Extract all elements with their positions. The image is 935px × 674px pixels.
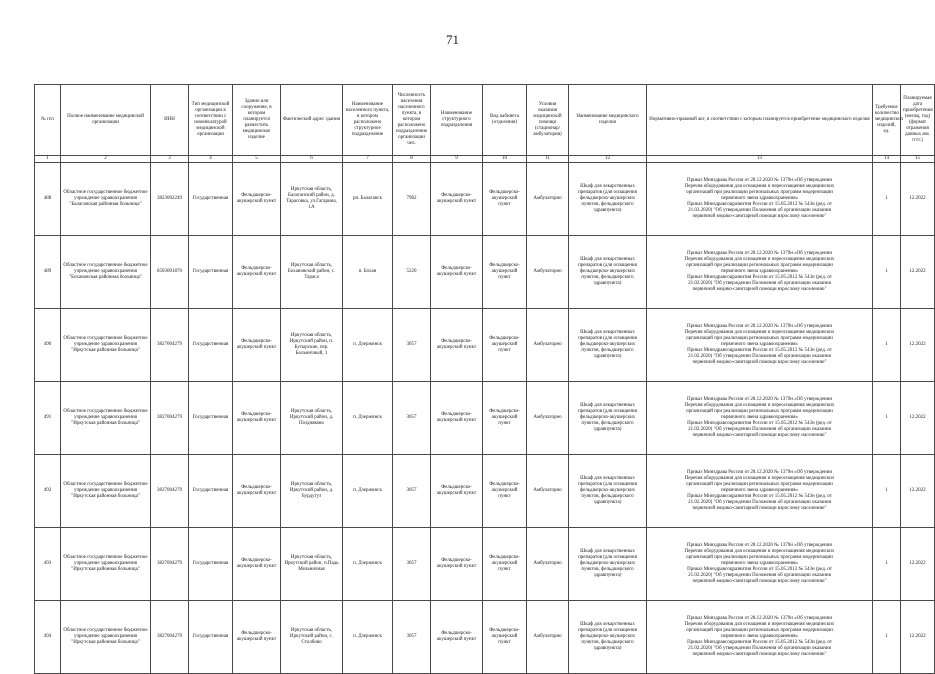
- building-type: Фельдшерско-акушерский пункт: [233, 309, 281, 382]
- building-type: Фельдшерско-акушерский пункт: [233, 163, 281, 236]
- purchase-date: 12.2022: [901, 455, 935, 528]
- population-value: 3057: [393, 601, 431, 674]
- settlement-name: п. Дзержинск: [343, 601, 393, 674]
- regulatory-act-line: организаций при реализации региональных программ модернизации: [686, 628, 833, 633]
- header-cell: Здание или сооружение, в котором планируется разместить медицинское изделие: [233, 85, 281, 156]
- required-quantity: 1: [873, 528, 901, 601]
- column-number: 14: [873, 156, 901, 163]
- regulatory-act-line: Перечня оборудования для оснащения и переоснащения медицинских: [684, 403, 835, 408]
- table-row: [35, 163, 935, 236]
- cabinet-type: Фельдшерско-акушерский пункт: [483, 528, 527, 601]
- regulatory-act-line: Приказ Минздрава России от 28.12.2020 № 1379н «Об утверждении: [686, 470, 833, 475]
- regulatory-act-line: первичной медико-санитарной помощи взрослому населению": [692, 433, 827, 438]
- header-cell: Планируемая дата приобретения (месяц, год) (формат отражения данных мм. гггг.): [901, 85, 935, 156]
- table-row: [35, 601, 935, 674]
- column-number: 1: [35, 156, 61, 163]
- cabinet-type: Фельдшерско-акушерский пункт: [483, 309, 527, 382]
- column-number: 12: [569, 156, 647, 163]
- device-name: Шкаф для лекарственных препаратов (для оснащения фельдшерско-акушерских пунктов, фельдшерского здравпункта): [569, 528, 647, 601]
- column-number: 6: [281, 156, 343, 163]
- regulatory-act-line: первичной медико-санитарной помощи взрослому населению": [692, 287, 827, 292]
- organization-name: Областное государственное бюджетное учреждение здравоохранения "Иркутская районная больница": [61, 309, 151, 382]
- regulatory-act-line: первичной медико-санитарной помощи взрослому населению": [692, 506, 827, 511]
- regulatory-act-line: Приказ Минздравсоцразвития России от 15.05.2012 № 543н (ред. от: [687, 421, 832, 426]
- building-type: Фельдшерско-акушерский пункт: [233, 601, 281, 674]
- regulatory-act: [647, 382, 873, 455]
- building-type: Фельдшерско-акушерский пункт: [233, 528, 281, 601]
- population-value: 5220: [393, 236, 431, 309]
- regulatory-act-line: первичного звена здравоохранения»: [720, 488, 799, 493]
- device-name: Шкаф для лекарственных препаратов (для оснащения фельдшерско-акушерских пунктов, фельдшерского здравпункта): [569, 163, 647, 236]
- organization-name: Областное государственное бюджетное учреждение здравоохранения "Иркутская районная больница": [61, 382, 151, 455]
- regulatory-act-line: Приказ Минздравсоцразвития России от 15.05.2012 № 543н (ред. от: [687, 275, 832, 280]
- cabinet-type: Фельдшерско-акушерский пункт: [483, 601, 527, 674]
- regulatory-act-line: Перечня оборудования для оснащения и переоснащения медицинских: [684, 184, 835, 189]
- building-address: Иркутская область, Балаганский район, д. Тарасовка, ул.Гагарина, 1А: [281, 163, 343, 236]
- regulatory-act-line: организаций при реализации региональных программ модернизации: [686, 482, 833, 487]
- row-number: 488: [35, 163, 61, 236]
- regulatory-act-line: первичного звена здравоохранения»: [720, 342, 799, 347]
- organization-type: Государственная: [189, 528, 233, 601]
- settlement-name: п. Дзержинск: [343, 382, 393, 455]
- division-name: Фельдшерско-акушерский пункт: [431, 236, 483, 309]
- purchase-date: 12.2022: [901, 309, 935, 382]
- settlement-name: п. Дзержинск: [343, 309, 393, 382]
- table-row: [35, 528, 935, 601]
- header-cell: Тип медицинской организации в соответствии с номенклатурой медицинской организации: [189, 85, 233, 156]
- regulatory-act-line: 21.02.2020) "Об утверждении Положения об организации оказания: [688, 573, 831, 578]
- column-number: 4: [189, 156, 233, 163]
- building-type: Фельдшерско-акушерский пункт: [233, 455, 281, 528]
- cabinet-type: Фельдшерско-акушерский пункт: [483, 163, 527, 236]
- regulatory-act-line: Приказ Минздрава России от 28.12.2020 № 1379н «Об утверждении: [686, 397, 833, 402]
- regulatory-act-line: 21.02.2020) "Об утверждении Положения об организации оказания: [688, 427, 831, 432]
- building-address: Иркутская область, Иркутский район, п. Бутырские, пер. Больничный, 1: [281, 309, 343, 382]
- regulatory-act: [647, 309, 873, 382]
- purchase-date: 12.2022: [901, 528, 935, 601]
- settlement-name: п. Дзержинск: [343, 455, 393, 528]
- division-name: Фельдшерско-акушерский пункт: [431, 601, 483, 674]
- settlement-name: п. Бохан: [343, 236, 393, 309]
- regulatory-act-line: первичного звена здравоохранения»: [720, 561, 799, 566]
- organization-type: Государственная: [189, 382, 233, 455]
- division-name: Фельдшерско-акушерский пункт: [431, 382, 483, 455]
- organization-type: Государственная: [189, 601, 233, 674]
- regulatory-act-line: Перечня оборудования для оснащения и переоснащения медицинских: [684, 622, 835, 627]
- regulatory-act-line: организаций при реализации региональных программ модернизации: [686, 336, 833, 341]
- inn-value: 3827004279: [151, 528, 189, 601]
- cabinet-type: Фельдшерско-акушерский пункт: [483, 382, 527, 455]
- table-row: [35, 382, 935, 455]
- regulatory-act-line: первичной медико-санитарной помощи взрослому населению": [692, 214, 827, 219]
- regulatory-act-line: Перечня оборудования для оснащения и переоснащения медицинских: [684, 476, 835, 481]
- building-type: Фельдшерско-акушерский пункт: [233, 236, 281, 309]
- inn-value: 3827004279: [151, 601, 189, 674]
- header-cell: Полное наименование медицинской организации: [61, 85, 151, 156]
- table-row: [35, 455, 935, 528]
- header-cell: Нормативно-правовой акт, в соответствии с которым планируется приобретение медицинского изделия: [647, 85, 873, 156]
- regulatory-act-line: Приказ Минздравсоцразвития России от 15.05.2012 № 543н (ред. от: [687, 202, 832, 207]
- regulatory-act-line: Приказ Минздрава России от 28.12.2020 № 1379н «Об утверждении: [686, 324, 833, 329]
- header-row: [35, 85, 935, 156]
- regulatory-act-line: организаций при реализации региональных программ модернизации: [686, 409, 833, 414]
- header-cell: Наименование медицинского изделия: [569, 85, 647, 156]
- table-row: [35, 309, 935, 382]
- settlement-name: п. Дзержинск: [343, 528, 393, 601]
- row-number: 491: [35, 382, 61, 455]
- purchase-date: 12.2022: [901, 236, 935, 309]
- device-name: Шкаф для лекарственных препаратов (для оснащения фельдшерско-акушерских пунктов, фельдшерского здравпункта): [569, 455, 647, 528]
- regulatory-act-line: Перечня оборудования для оснащения и переоснащения медицинских: [684, 257, 835, 262]
- regulatory-act-line: первичной медико-санитарной помощи взрослому населению": [692, 360, 827, 365]
- regulatory-act-line: первичного звена здравоохранения»: [720, 196, 799, 201]
- organization-name: Областное государственное бюджетное учреждение здравоохранения "Иркутская районная больница": [61, 601, 151, 674]
- regulatory-act-line: Перечня оборудования для оснащения и переоснащения медицинских: [684, 330, 835, 335]
- building-address: Иркутская область, Иркутский район, с. Столбово: [281, 601, 343, 674]
- inn-value: 3827004279: [151, 309, 189, 382]
- population-value: 3057: [393, 528, 431, 601]
- header-cell: ИНН: [151, 85, 189, 156]
- header-cell: Условия оказания медицинской помощи (стационар/амбулатория): [527, 85, 569, 156]
- organization-type: Государственная: [189, 455, 233, 528]
- device-name: Шкаф для лекарственных препаратов (для оснащения фельдшерско-акушерских пунктов, фельдшерского здравпункта): [569, 601, 647, 674]
- page-number: 71: [446, 32, 459, 47]
- row-number: 489: [35, 236, 61, 309]
- building-address: Иркутская область, Иркутский район, д. Бурдугуз: [281, 455, 343, 528]
- purchase-date: 12.2022: [901, 163, 935, 236]
- organization-name: Областное государственное бюджетное учреждение здравоохранения "Иркутская районная больница": [61, 455, 151, 528]
- organization-name: Областное государственное бюджетное учреждение здравоохранения "Иркутская районная больница": [61, 528, 151, 601]
- header-cell: Фактический адрес здания: [281, 85, 343, 156]
- building-address: Иркутская область, Иркутский район, п.Падь Мельничная: [281, 528, 343, 601]
- regulatory-act-line: 21.02.2020) "Об утверждении Положения об организации оказания: [688, 281, 831, 286]
- inn-value: 3827004279: [151, 382, 189, 455]
- column-number: 3: [151, 156, 189, 163]
- column-number: 10: [483, 156, 527, 163]
- division-name: Фельдшерско-акушерский пункт: [431, 163, 483, 236]
- header-cell: Численность населения населенного пункта, в котором расположено подразделение организации чел.: [393, 85, 431, 156]
- inn-value: 8503001870: [151, 236, 189, 309]
- inn-value: 3823002249: [151, 163, 189, 236]
- required-quantity: 1: [873, 236, 901, 309]
- division-name: Фельдшерско-акушерский пункт: [431, 309, 483, 382]
- column-number: 9: [431, 156, 483, 163]
- purchase-date: 12.2022: [901, 601, 935, 674]
- regulatory-act: [647, 528, 873, 601]
- device-name: Шкаф для лекарственных препаратов (для оснащения фельдшерско-акушерских пунктов, фельдшерского здравпункта): [569, 236, 647, 309]
- division-name: Фельдшерско-акушерский пункт: [431, 455, 483, 528]
- row-number: 492: [35, 455, 61, 528]
- regulatory-act-line: 21.02.2020) "Об утверждении Положения об организации оказания: [688, 208, 831, 213]
- purchase-date: 12.2022: [901, 382, 935, 455]
- population-value: 3057: [393, 455, 431, 528]
- regulatory-act-line: Приказ Минздравсоцразвития России от 15.05.2012 № 543н (ред. от: [687, 640, 832, 645]
- cabinet-type: Фельдшерско-акушерский пункт: [483, 236, 527, 309]
- building-type: Фельдшерско-акушерский пункт: [233, 382, 281, 455]
- header-cell: Наименование населенного пункта, в котором расположено структурное подразделение: [343, 85, 393, 156]
- regulatory-act-line: Перечня оборудования для оснащения и переоснащения медицинских: [684, 549, 835, 554]
- required-quantity: 1: [873, 309, 901, 382]
- population-value: 3057: [393, 309, 431, 382]
- regulatory-act-line: Приказ Минздравсоцразвития России от 15.05.2012 № 543н (ред. от: [687, 348, 832, 353]
- care-conditions: Амбулаторно: [527, 382, 569, 455]
- regulatory-act: [647, 163, 873, 236]
- required-quantity: 1: [873, 382, 901, 455]
- regulatory-act-line: Приказ Минздравсоцразвития России от 15.05.2012 № 543н (ред. от: [687, 567, 832, 572]
- regulatory-act: [647, 236, 873, 309]
- column-number: 13: [647, 156, 873, 163]
- care-conditions: Амбулаторно: [527, 528, 569, 601]
- table-body: [35, 163, 935, 674]
- column-number: 11: [527, 156, 569, 163]
- column-number: 2: [61, 156, 151, 163]
- care-conditions: Амбулаторно: [527, 236, 569, 309]
- regulatory-act-line: Приказ Минздрава России от 28.12.2020 № 1379н «Об утверждении: [686, 616, 833, 621]
- required-quantity: 1: [873, 455, 901, 528]
- regulatory-act-line: организаций при реализации региональных программ модернизации: [686, 190, 833, 195]
- required-quantity: 1: [873, 163, 901, 236]
- organization-type: Государственная: [189, 309, 233, 382]
- required-quantity: 1: [873, 601, 901, 674]
- care-conditions: Амбулаторно: [527, 163, 569, 236]
- settlement-name: рп. Балаганск: [343, 163, 393, 236]
- regulatory-act-line: 21.02.2020) "Об утверждении Положения об организации оказания: [688, 500, 831, 505]
- organization-type: Государственная: [189, 163, 233, 236]
- regulatory-act-line: организаций при реализации региональных программ модернизации: [686, 555, 833, 560]
- regulatory-act: [647, 455, 873, 528]
- regulatory-act-line: Приказ Минздрава России от 28.12.2020 № 1379н «Об утверждении: [686, 251, 833, 256]
- division-name: Фельдшерско-акушерский пункт: [431, 528, 483, 601]
- column-number: 15: [901, 156, 935, 163]
- table-row: [35, 236, 935, 309]
- regulatory-act-line: организаций при реализации региональных программ модернизации: [686, 263, 833, 268]
- organization-name: Областное государственное бюджетное учреждение здравоохранения "Балаганская районная больница": [61, 163, 151, 236]
- organization-type: Государственная: [189, 236, 233, 309]
- regulatory-act-line: первичного звена здравоохранения»: [720, 269, 799, 274]
- header-cell: Вид кабинета (отделения): [483, 85, 527, 156]
- column-number-row: [35, 156, 935, 163]
- inn-value: 3827004279: [151, 455, 189, 528]
- regulatory-act-line: Приказ Минздравсоцразвития России от 15.05.2012 № 543н (ред. от: [687, 494, 832, 499]
- regulatory-act-line: первичной медико-санитарной помощи взрослому населению": [692, 652, 827, 657]
- regulatory-act-line: 21.02.2020) "Об утверждении Положения об организации оказания: [688, 646, 831, 651]
- equipment-table: [34, 84, 935, 674]
- header-cell: № п/п: [35, 85, 61, 156]
- population-value: 3057: [393, 382, 431, 455]
- regulatory-act-line: первичной медико-санитарной помощи взрослому населению": [692, 579, 827, 584]
- regulatory-act-line: первичного звена здравоохранения»: [720, 634, 799, 639]
- column-number: 5: [233, 156, 281, 163]
- device-name: Шкаф для лекарственных препаратов (для оснащения фельдшерско-акушерских пунктов, фельдшерского здравпункта): [569, 382, 647, 455]
- care-conditions: Амбулаторно: [527, 309, 569, 382]
- header-cell: Наименование структурного подразделения: [431, 85, 483, 156]
- regulatory-act-line: Приказ Минздрава России от 28.12.2020 № 1379н «Об утверждении: [686, 543, 833, 548]
- row-number: 490: [35, 309, 61, 382]
- header-cell: Требуемое количество медицинских изделий, ед.: [873, 85, 901, 156]
- care-conditions: Амбулаторно: [527, 601, 569, 674]
- cabinet-type: Фельдшерско-акушерский пункт: [483, 455, 527, 528]
- column-number: 7: [343, 156, 393, 163]
- organization-name: Областное государственное бюджетное учреждение здравоохранения "Бохановская районная больница": [61, 236, 151, 309]
- care-conditions: Амбулаторно: [527, 455, 569, 528]
- population-value: 7982: [393, 163, 431, 236]
- regulatory-act-line: 21.02.2020) "Об утверждении Положения об организации оказания: [688, 354, 831, 359]
- regulatory-act: [647, 601, 873, 674]
- regulatory-act-line: Приказ Минздрава России от 28.12.2020 № 1379н «Об утверждении: [686, 178, 833, 183]
- regulatory-act-line: первичного звена здравоохранения»: [720, 415, 799, 420]
- device-name: Шкаф для лекарственных препаратов (для оснащения фельдшерско-акушерских пунктов, фельдшерского здравпункта): [569, 309, 647, 382]
- building-address: Иркутская область, Бохановский район, с. Тараса: [281, 236, 343, 309]
- row-number: 493: [35, 528, 61, 601]
- building-address: Иркутская область, Иркутский район, д. Поздняково: [281, 382, 343, 455]
- row-number: 494: [35, 601, 61, 674]
- column-number: 8: [393, 156, 431, 163]
